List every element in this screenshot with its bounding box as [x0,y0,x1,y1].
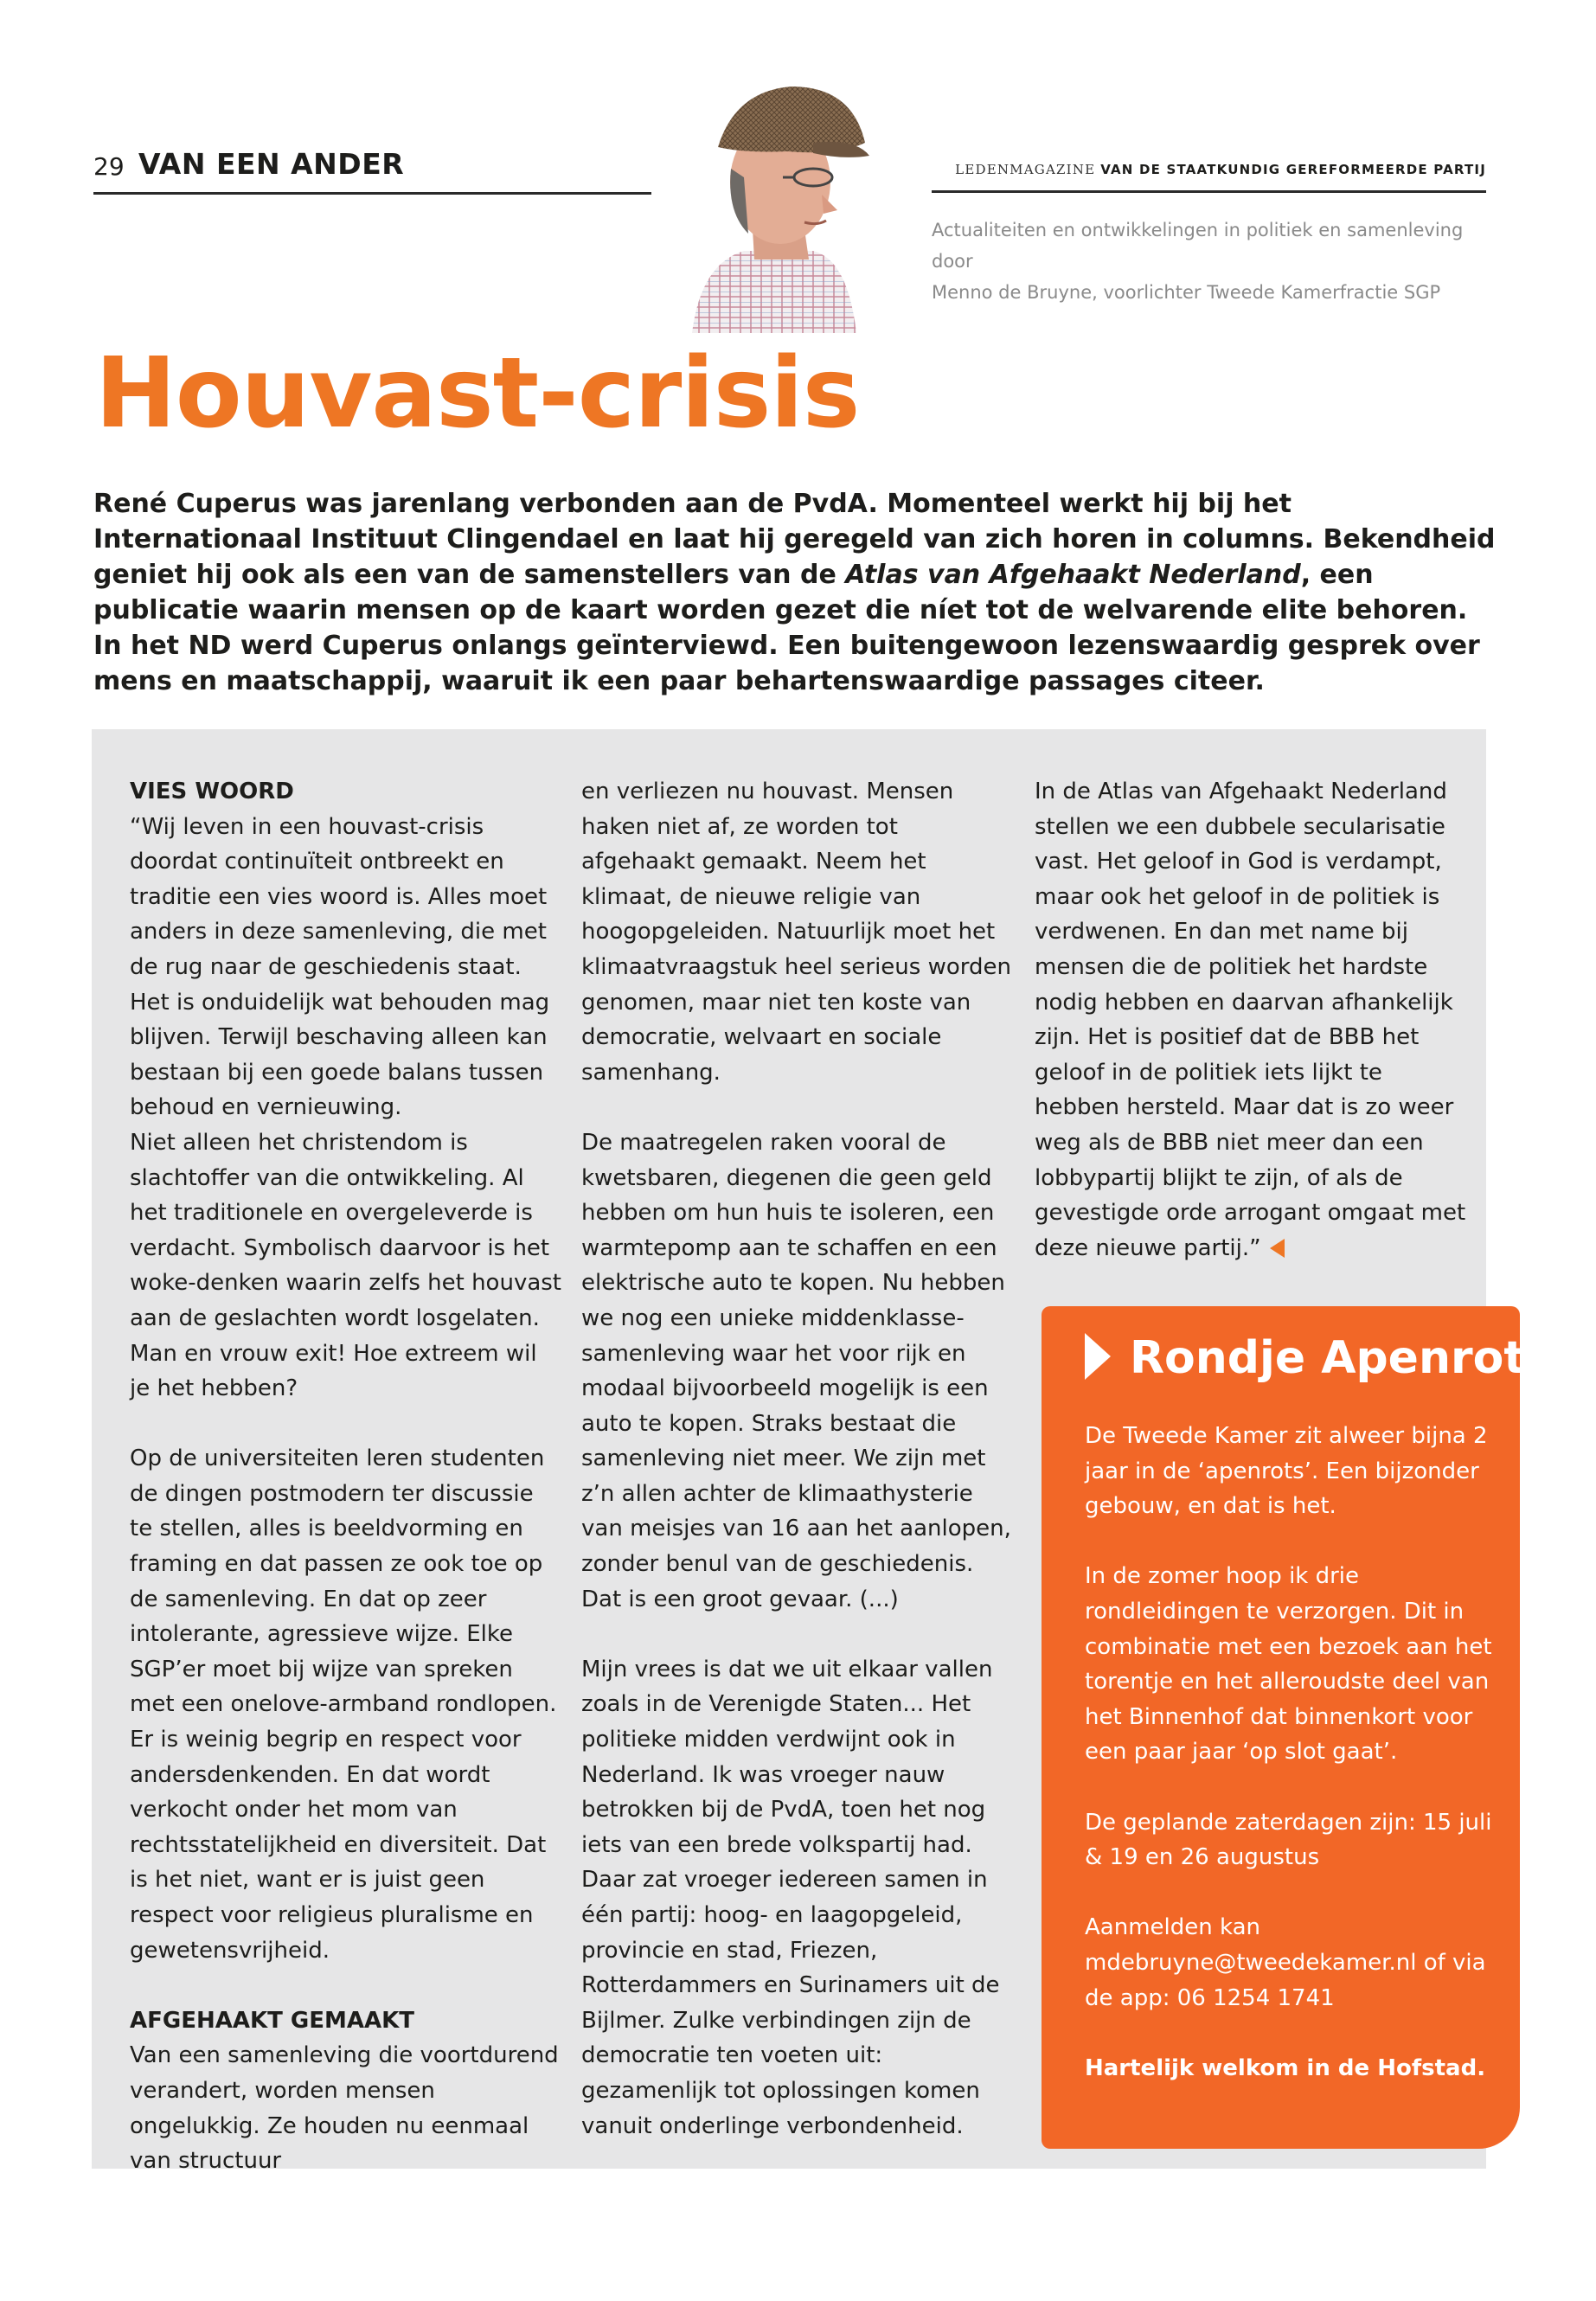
byline-line: Menno de Bruyne, voorlichter Tweede Kamerfractie SGP [932,282,1441,303]
article-column-2 [581,774,1014,2144]
end-triangle-icon [1270,1239,1285,1258]
section-header [93,145,651,195]
page-number: 29 [93,152,125,181]
intro-text: René Cuperus was jarenlang verbonden aan de PvdA. Momenteel werkt hij bij het Internationaal Instituut Clingendael en laat hij geregeld van zich horen in columns. Bekendheid geniet hij ook als een van de samenstellers van de [93,489,1496,590]
article-intro [93,486,1503,699]
paragraph: De maatregelen raken vooral de kwetsbaren, diegenen die geen geld hebben om hun huis te isoleren, een warmtepomp aan te schaffen en een elektrische auto te kopen. Nu hebben we nog een unieke middenklasse-samenleving waar het voor rijk en modaal bijvoorbeeld mogelijk is een auto te kopen. Straks bestaat die samenleving niet meer. We zijn met z’n allen achter de klimaathysterie van meisjes van 16 aan het aanlopen, zonder benul van de geschiedenis. Dat is een groot gevaar. (...) [581,1129,1011,1612]
magazine-name [955,162,1486,177]
section-title: VAN EEN ANDER [138,147,405,181]
paragraph [1035,774,1467,1266]
intro-book-title: Atlas van Afgehaakt Nederland [845,560,1301,590]
closing-line: Hartelijk welkom in de Hofstad. [1085,2054,1486,2081]
article-title: Houvast-crisis [95,337,860,450]
byline [932,215,1503,308]
paragraph: Mijn vrees is dat we uit elkaar vallen zoals in de Verenigde Staten... Het politieke midden verdwijnt ook in Nederland. Ik was vroeger nauw betrokken bij de PvdA, toen het nog iets van een brede volkspartij had. Daar zat vroeger iedereen samen in één partij: hoog- en laagopgeleid, provincie en stad, Friezen, Rotterdammers en Surinamers uit de Bijlmer. Zulke verbindingen zijn de democratie ten voeten uit: gezamenlijk tot oplossingen komen vanuit onderlinge verbondenheid. [581,1656,1000,2139]
paragraph: “Wij leven in een houvast-crisis doordat continuïteit ontbreekt en traditie een vies woord is. Alles moet anders in deze samenleving, die met de rug naar de geschiedenis staat. Het is onduidelijk wat behouden mag blijven. Terwijl beschaving alleen kan bestaan bij een goede balans tussen behoud en vernieuwing. [130,813,550,1121]
intro-text: , een publicatie waarin mensen op de kaart worden gezet die níet tot de welvarende elite behoren. In het ND werd Cuperus onlangs geïnterviewd. Een buitengewoon lezenswaardig gesprek over mens en maatschappij, waaruit ik een paar behartenswaardige passages citeer. [93,560,1480,696]
paragraph: De geplande zaterdagen zijn: 15 juli & 19 en 26 augustus [1085,1809,1492,1871]
paragraph: In de zomer hoop ik drie rondleidingen te verzorgen. Dit in combinatie met een bezoek aan het torentje en het alleroudste deel van het Binnenhof dat binnenkort voor een paar jaar ‘op slot gaat’. [1085,1563,1492,1766]
info-box-title-text: Rondje Apenrots [1130,1332,1553,1384]
paragraph: De Tweede Kamer zit alweer bijna 2 jaar in de ‘apenrots’. Een bijzonder gebouw, en dat is het. [1085,1423,1488,1520]
author-portrait [683,74,874,333]
article-column-1 [130,774,562,2179]
paragraph: Niet alleen het christendom is slachtoffer van die ontwikkeling. Al het traditionele en overgeleverde is verdacht. Symbolisch daarvoor is het woke-denken waarin zelfs het houvast aan de geslachten wordt losgelaten. Man en vrouw exit! Hoe extreem wil je het hebben? [130,1129,562,1402]
info-box-title [1085,1332,1552,1384]
article-column-3 [1035,774,1467,1266]
subheading: AFGEHAAKT GEMAAKT [130,2007,415,2034]
contact-paragraph: Aanmelden kan mdebruyne@tweedekamer.nl of via de app: 06 1254 1741 [1085,1914,1486,2011]
paragraph: en verliezen nu houvast. Mensen haken niet af, ze worden tot afgehaakt gemaakt. Neem het klimaat, de nieuwe religie van hoogopgeleiden. Natuurlijk moet het klimaatvraagstuk heel serieus worden genomen, maar niet ten koste van democratie, welvaart en sociale samenhang. [581,779,1011,1086]
magazine-prefix: LEDENMAGAZINE [955,162,1096,177]
byline-line: Actualiteiten en ontwikkelingen in politiek en samenleving door [932,220,1464,272]
info-box-body [1085,1419,1500,2086]
magazine-header [932,157,1486,193]
paragraph-text: In de Atlas van Afgehaakt Nederland stellen we een dubbele secularisatie vast. Het geloof in God is verdampt, maar ook het geloof in de politiek is verdwenen. En dan met name bij mensen die de politiek het hardste nodig hebben en daarvan afhankelijk zijn. Het is positief dat de BBB het geloof in de politiek iets lijkt te hebben hersteld. Maar dat is zo weer weg als de BBB niet meer dan een lobbypartij blijkt te zijn, of als de gevestigde orde arrogant omgaat met deze nieuwe partij.” [1035,779,1466,1261]
play-arrow-icon [1085,1333,1111,1380]
info-box [1042,1306,1553,2149]
paragraph: Op de universiteiten leren studenten de dingen postmodern ter discussie te stellen, alles is beeldvorming en framing en dat passen ze ook toe op de samenleving. En dat op zeer intolerante, agressieve wijze. Elke SGP’er moet bij wijze van spreken met een onelove-armband rondlopen. Er is weinig begrip en respect voor andersdenkenden. En dat wordt verkocht onder het mom van rechtsstatelijkheid en diversiteit. Dat is het niet, want er is juist geen respect voor religieus pluralisme en gewetensvrijheid. [130,1445,557,1964]
subheading: VIES WOORD [130,779,294,804]
magazine-title: VAN DE STAATKUNDIG GEREFORMEERDE PARTIJ [1100,162,1486,177]
paragraph: Van een samenleving die voortdurend verandert, worden mensen ongelukkig. Ze houden nu eenmaal van structuur [130,2042,559,2175]
